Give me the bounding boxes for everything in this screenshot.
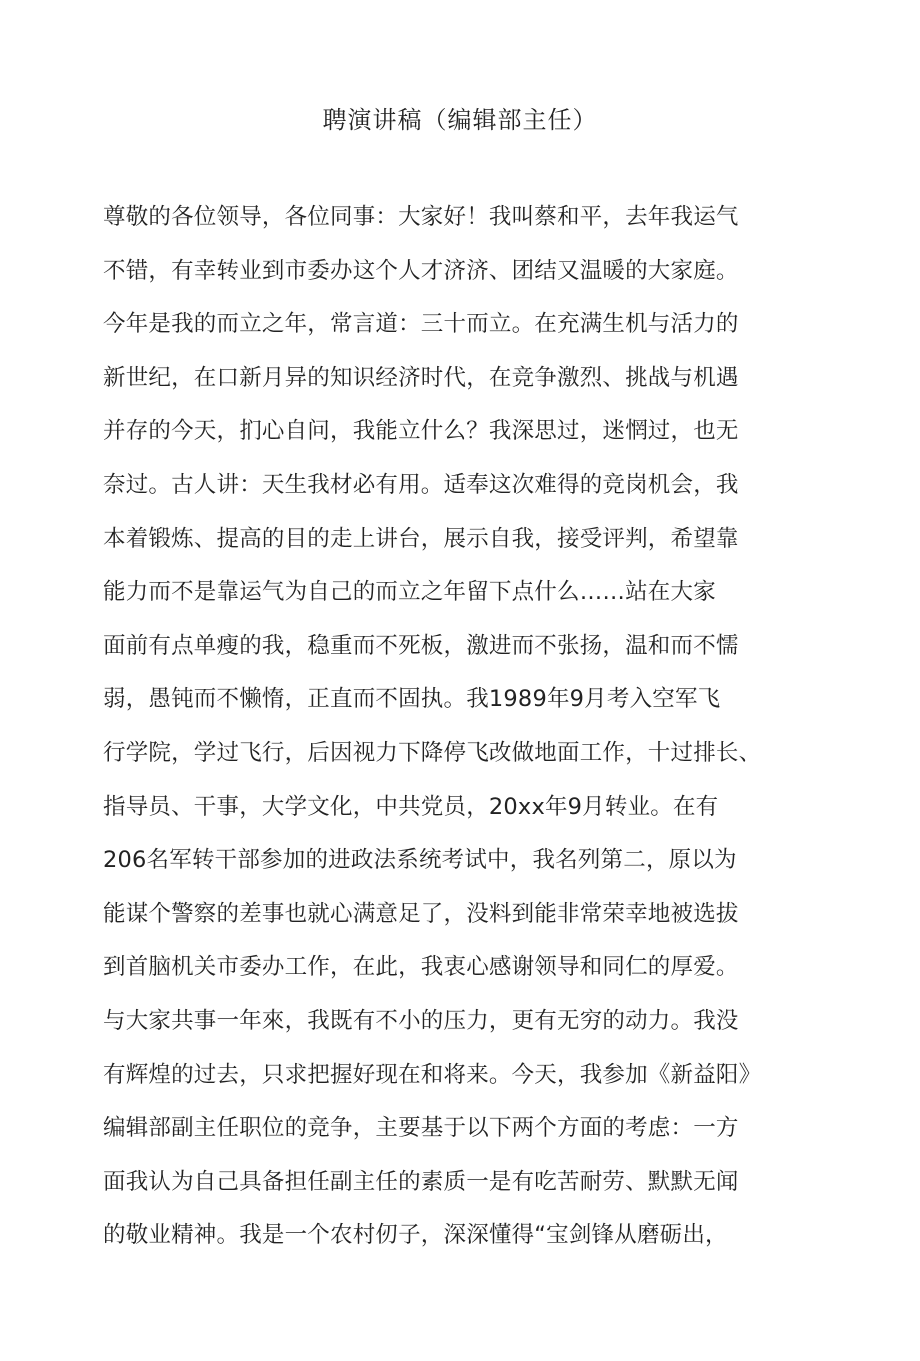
body-line: 奈过。古人讲：天生我材必有用。适奉这次难得的竞岗机会，我 — [103, 471, 739, 498]
body-line: 弱，愚钝而不懒惰，正直而不固执。我1989年9月考入空军飞 — [103, 686, 721, 713]
body-line: 能力而不是靠运气为自己的而立之年留下点什么……站在大家 — [103, 579, 716, 606]
document-title: 聘演讲稿（编辑部主任） — [322, 106, 598, 134]
body-line: 面我认为自己具备担任副主任的素质一是有吃苦耐劳、默默无闻 — [103, 1168, 739, 1195]
body-line: 并存的今天，扪心自问，我能立什么？我深思过，迷惘过，也无 — [103, 418, 739, 445]
body-line: 到首脑机关市委办工作，在此，我衷心感谢领导和同仁的厚爱。 — [103, 954, 739, 981]
body-line: 206名军转干部参加的进政法系统考试中，我名列第二，原以为 — [103, 847, 737, 874]
body-line: 本着锻炼、提高的目的走上讲台，展示自我，接受评判，希望靠 — [103, 525, 739, 552]
body-line: 指导员、干事，大学文化，中共党员，20xx年9月转业。在有 — [103, 793, 719, 820]
body-line: 的敬业精神。我是一个农村仞子，深深懂得“宝剑锋从磨砺出， — [103, 1222, 728, 1249]
body-line: 有辉煌的过去，只求把握好现在和将来。今天，我参加《新益阳》 — [103, 1061, 762, 1088]
body-line: 尊敬的各位领导，各位同事：大家好！我叫蔡和平，去年我运气 — [103, 204, 739, 230]
body-line: 面前有点单瘦的我，稳重而不死板，激进而不张扬，温和而不懦 — [103, 632, 739, 659]
body-line: 与大家共事一年來，我既有不小的压力，更有无穷的动力。我没 — [103, 1007, 739, 1034]
body-line: 新世纪，在口新月异的知识经济时代，在竞争激烈、挑战与机遇 — [103, 364, 739, 391]
body-line: 编辑部副主任职位的竞争，主要基于以下两个方面的考虑：一方 — [103, 1115, 739, 1142]
document-body — [103, 195, 823, 1267]
body-line: 行学院，学过飞行，后因视力下降停飞改做地面工作，十过排长、 — [103, 739, 762, 766]
body-line: 今年是我的而立之年，常言道：三十而立。在充满生机与活力的 — [103, 311, 739, 338]
body-line: 不错，有幸转业到市委办这个人才济济、团结又温暖的大家庭。 — [103, 257, 739, 284]
body-line: 能谋个警察的差事也就心满意足了，没料到能非常荣幸地被选拔 — [103, 900, 739, 927]
